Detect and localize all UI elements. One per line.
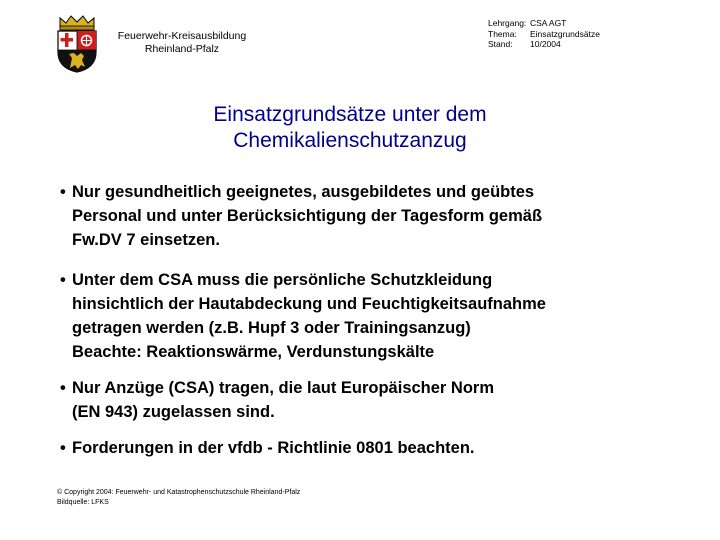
coat-of-arms-icon — [52, 14, 102, 74]
bullet-list — [60, 180, 700, 460]
organization-name — [110, 30, 254, 56]
meta-value: 10/2004 — [530, 39, 561, 49]
footer — [57, 488, 300, 508]
meta-row-course — [488, 18, 600, 29]
list-item — [60, 376, 700, 424]
meta-value: CSA AGT — [530, 18, 567, 28]
organization-line-1: Feuerwehr-Kreisausbildung — [117, 30, 247, 42]
course-meta — [488, 18, 600, 50]
list-item-text: Nur gesundheitlich geeignetes, ausgebildetes und geübtes Personal und unter Berücksichtigung der Tagesform gemäß Fw.DV 7 einsetzen. — [72, 183, 543, 249]
crown-icon — [60, 16, 94, 30]
bullet-icon: • — [60, 271, 66, 289]
slide-title — [100, 102, 600, 154]
list-item-text: Nur Anzüge (CSA) tragen, die laut Europäischer Norm (EN 943) zugelassen sind. — [72, 379, 495, 421]
meta-key: Stand: — [488, 39, 513, 49]
list-item — [60, 180, 700, 252]
bullet-icon: • — [60, 379, 66, 397]
organization-line-2: Rheinland-Pfalz — [144, 43, 220, 55]
bullet-icon: • — [60, 439, 66, 457]
list-item-text: Unter dem CSA muss die persönliche Schutzkleidung hinsichtlich der Hautabdeckung und Feuchtigkeitsaufnahme getragen werden (z.B. Hupf 3 oder Trainingsanzug) Beachte: Reaktionswärme, Verdunstungskälte — [72, 271, 546, 361]
meta-key: Lehrgang: — [488, 18, 527, 28]
meta-value: Einsatzgrundsätze — [530, 28, 600, 39]
meta-row-topic — [488, 29, 600, 40]
image-source: Bildquelle: LFKS — [57, 499, 109, 506]
copyright-notice: © Copyright 2004: Feuerwehr- und Katastrophenschutzschule Rheinland-Pfalz — [57, 489, 301, 496]
meta-row-date — [488, 39, 600, 50]
slide-title-line-2: Chemikalienschutzanzug — [233, 129, 467, 152]
list-item — [60, 436, 700, 460]
slide-title-line-1: Einsatzgrundsätze unter dem — [213, 103, 487, 126]
list-item-text: Forderungen in der vfdb - Richtlinie 0801 beachten. — [72, 439, 475, 457]
list-item — [60, 268, 700, 364]
meta-key: Thema: — [488, 28, 517, 39]
bullet-icon: • — [60, 183, 66, 201]
